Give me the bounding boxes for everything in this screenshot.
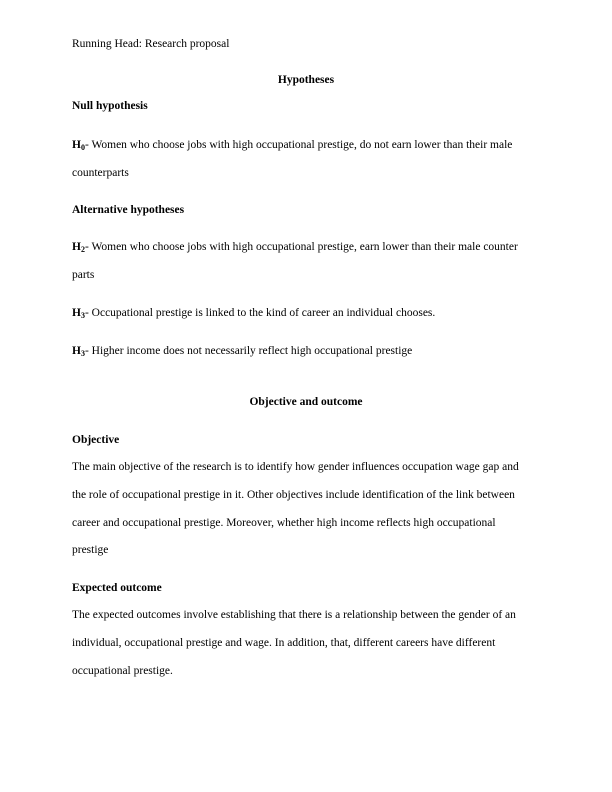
hypothesis-h0-continuation: counterparts xyxy=(72,167,129,179)
outcome-line: The expected outcomes involve establishing that there is a relationship between the gender of an xyxy=(72,609,516,621)
alternative-hypotheses-heading: Alternative hypotheses xyxy=(72,204,185,216)
objective-line: the role of occupational prestige in it. Other objectives include identification of the link between xyxy=(72,489,515,501)
objective-heading: Objective xyxy=(72,434,120,446)
hypothesis-h3-income xyxy=(72,344,412,358)
hypothesis-label: $H_0$ xyxy=(72,139,85,152)
outcome-line: occupational prestige. xyxy=(72,665,173,677)
hypothesis-text: - Higher income does not necessarily reflect high occupational prestige xyxy=(84,345,413,357)
hypothesis-h2-continuation: parts xyxy=(72,269,95,281)
hypothesis-h3-career xyxy=(72,306,435,320)
objective-line: career and occupational prestige. Moreover, whether high income reflects high occupational xyxy=(72,517,496,529)
objective-line: prestige xyxy=(72,544,109,556)
hypothesis-text: - Women who choose jobs with high occupational prestige, do not earn lower than their male xyxy=(84,139,513,151)
hypotheses-title: Hypotheses xyxy=(277,74,335,86)
objective-outcome-title: Objective and outcome xyxy=(249,396,363,408)
expected-outcome-heading: Expected outcome xyxy=(72,582,162,594)
hypothesis-label: $H_3$ xyxy=(72,307,85,320)
hypothesis-label: $H_2$ xyxy=(72,241,85,254)
outcome-line: individual, occupational prestige and wage. In addition, that, different careers have different xyxy=(72,637,496,649)
null-hypothesis-heading: Null hypothesis xyxy=(72,100,148,112)
hypothesis-h2 xyxy=(72,240,518,254)
hypothesis-text: - Occupational prestige is linked to the kind of career an individual chooses. xyxy=(84,307,436,319)
hypothesis-h0 xyxy=(72,138,512,152)
objective-line: The main objective of the research is to identify how gender influences occupation wage gap and xyxy=(72,461,519,473)
hypothesis-text: - Women who choose jobs with high occupational prestige, earn lower than their male counter xyxy=(84,241,518,253)
hypothesis-label: $H_3$ xyxy=(72,345,85,358)
running-head: Running Head: Research proposal xyxy=(72,38,230,50)
